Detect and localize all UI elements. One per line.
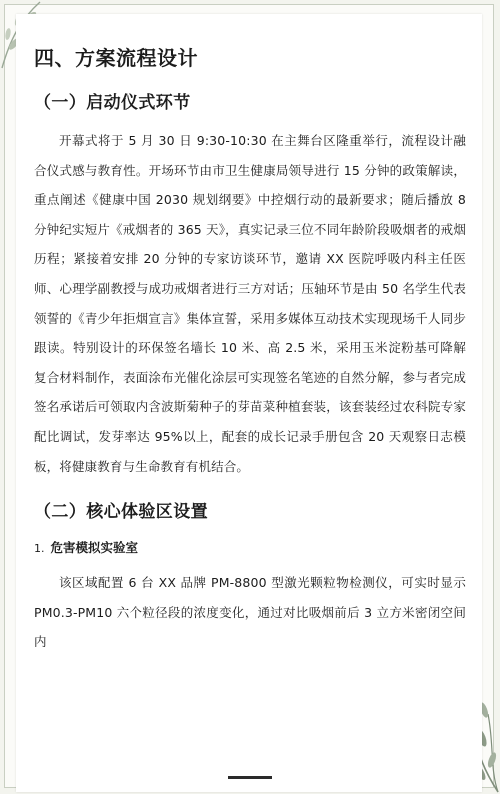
page-footer-rule bbox=[228, 776, 272, 779]
section-heading: 四、方案流程设计 bbox=[34, 46, 198, 70]
subsection-heading-launch-ceremony: （一）启动仪式环节 bbox=[34, 93, 191, 113]
hazard-lab-paragraph: 该区域配置 6 台 XX 品牌 PM-8800 型激光颗粒物检测仪，可实时显示 PM0.3-PM10 六个粒径段的浓度变化，通过对比吸烟前后 3 立方米密闭空间内 bbox=[34, 575, 466, 650]
subsection-heading-core-experience: （二）核心体验区设置 bbox=[34, 502, 208, 523]
item-heading-hazard-lab bbox=[34, 535, 466, 562]
launch-ceremony-paragraph: 开幕式将于 5 月 30 日 9:30-10:30 在主舞台区隆重举行，流程设计融合仪式感与教育性。开场环节由市卫生健康局领导进行 15 分钟的政策解读，重点阐述《健康中国 2030 规划纲要》中控烟行动的最新要求；随后播放 8 分钟纪实短片《戒烟者的 365 天》，真实记录三位不同年龄阶段吸烟者的戒烟历程；紧接着安排 20 分钟的专家访谈环节，邀请 XX 医院呼吸内科主任医师、心理学副教授与成功戒烟者进行三方对话；压轴环节是由 50 名学生代表领誓的《青少年拒烟宣言》集体宣誓，采用多媒体互动技术实现现场千人同步跟读。特别设计的环保签名墙长 10 米、高 2.5 米，采用玉米淀粉基可降解复合材料制作，表面涂布光催化涂层可实现签名笔迹的自然分解，参与者完成签名承诺后可领取内含波斯菊种子的芽苗菜种植套装，该套装经过农科院专家配比调试，发芽率达 95%以上，配套的成长记录手册包含 20 天观察日志模板，将健康教育与生命教育有机结合。 bbox=[34, 133, 466, 474]
document-content bbox=[34, 44, 466, 657]
item-title: 危害模拟实验室 bbox=[50, 540, 139, 556]
document-sheet bbox=[16, 14, 482, 792]
item-number: 1. bbox=[34, 542, 45, 556]
